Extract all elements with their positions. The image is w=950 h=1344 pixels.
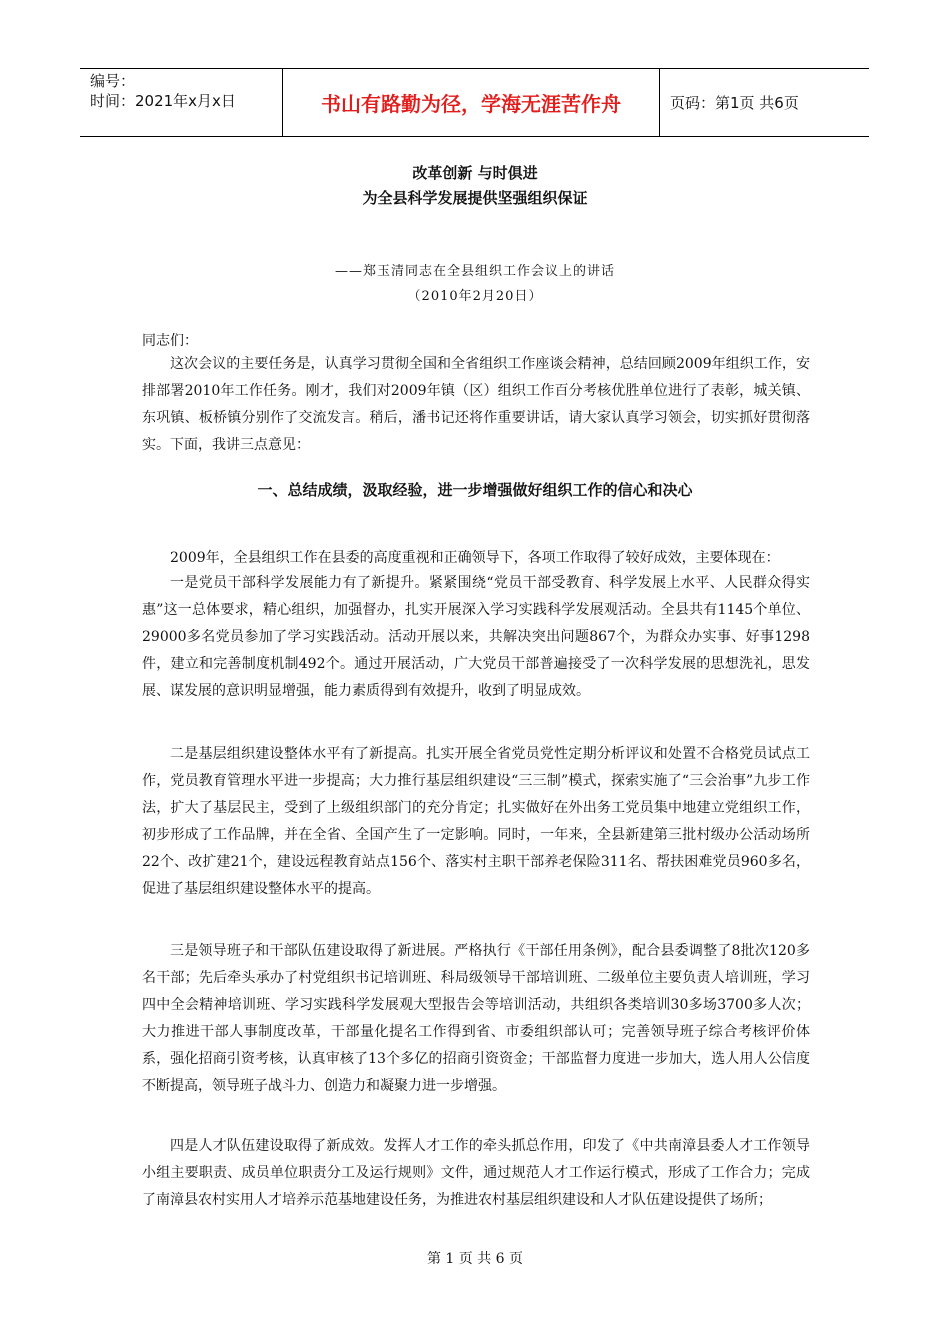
page-footer: 第 1 页 共 6 页 — [426, 1251, 524, 1267]
document-number-label: 编号： — [90, 72, 136, 90]
motto-text: 书山有路勤为径，学海无涯苦作舟 — [321, 92, 621, 116]
document-title-line1: 改革创新 与时俱进 — [412, 164, 538, 182]
document-subtitle-speaker: ——郑玉清同志在全县组织工作会议上的讲话 — [334, 264, 615, 279]
paragraph-point-one: 一是党员干部科学发展能力有了新提升。紧紧围绕“党员干部受教育、科学发展上水平、人民群众得实惠”这一总体要求，精心组织，加强督办，扎实开展深入学习实践科学发展观活动。全县共有1145个单位、29000多名党员参加了学习实践活动。活动开展以来，共解决突出问题867个，为群众办实事、好事1298件，建立和完善制度机制492个。通过开展活动，广大党员干部普遍接受了一次科学发展的思想洗礼，思发展、谋发展的意识明显增强，能力素质得到有效提升，收到了明显成效。 — [142, 575, 810, 699]
document-header — [80, 68, 869, 137]
paragraph-point-four: 四是人才队伍建设取得了新成效。发挥人才工作的牵头抓总作用，印发了《中共南漳县委人才工作领导小组主要职责、成员单位职责分工及运行规则》文件，通过规范人才工作运行模式，形成了工作合力；完成了南漳县农村实用人才培养示范基地建设任务，为推进农村基层组织建设和人才队伍建设提供了场所； — [142, 1138, 810, 1208]
intro-paragraph: 这次会议的主要任务是，认真学习贯彻全国和全省组织工作座谈会精神，总结回顾2009年组织工作，安排部署2010年工作任务。刚才，我们对2009年镇（区）组织工作百分考核优胜单位进行了表彰，城关镇、东巩镇、板桥镇分别作了交流发言。稍后，潘书记还将作重要讲话，请大家认真学习领会，切实抓好贯彻落实。下面，我讲三点意见： — [142, 356, 810, 453]
section-heading-1: 一、总结成绩，汲取经验，进一步增强做好组织工作的信心和决心 — [257, 481, 693, 499]
salutation: 同志们： — [142, 333, 198, 349]
paragraph-point-three: 三是领导班子和干部队伍建设取得了新进展。严格执行《干部任用条例》，配合县委调整了8批次120多名干部；先后牵头承办了村党组织书记培训班、科局级领导干部培训班、二级单位主要负责人培训班，学习四中全会精神培训班、学习实践科学发展观大型报告会等培训活动，共组织各类培训30多场3700多人次；大力推进干部人事制度改革，干部量化提名工作得到省、市委组织部认可；完善领导班子综合考核评价体系，强化招商引资考核，认真审核了13个多亿的招商引资资金；干部监督力度进一步加大，选人用人公信度不断提高，领导班子战斗力、创造力和凝聚力进一步增强。 — [142, 943, 810, 1094]
document-subtitle-date: （2010年2月20日） — [407, 289, 543, 304]
header-page-info — [660, 69, 869, 136]
paragraph-2009-intro: 2009年，全县组织工作在县委的高度重视和正确领导下，各项工作取得了较好成效，主要体现在： — [170, 550, 780, 566]
paragraph-point-two: 二是基层组织建设整体水平有了新提高。扎实开展全省党员党性定期分析评议和处置不合格党员试点工作，党员教育管理水平进一步提高；大力推行基层组织建设“三三制”模式，探索实施了“三会治事”九步工作法，扩大了基层民主，受到了上级组织部门的充分肯定；扎实做好在外出务工党员集中地建立党组织工作，初步形成了工作品牌，并在全省、全国产生了一定影响。同时，一年来，全县新建第三批村级办公活动场所22个、改扩建21个，建设远程教育站点156个、落实村主职干部养老保险311名、帮扶困难党员960多名，促进了基层组织建设整体水平的提高。 — [142, 746, 810, 897]
document-date: 时间：2021年x月x日 — [90, 92, 236, 110]
header-motto — [283, 69, 660, 136]
header-meta — [80, 69, 283, 136]
document-title-line2: 为全县科学发展提供坚强组织保证 — [362, 189, 588, 207]
page-info-text: 页码：第1页 共6页 — [670, 94, 799, 112]
